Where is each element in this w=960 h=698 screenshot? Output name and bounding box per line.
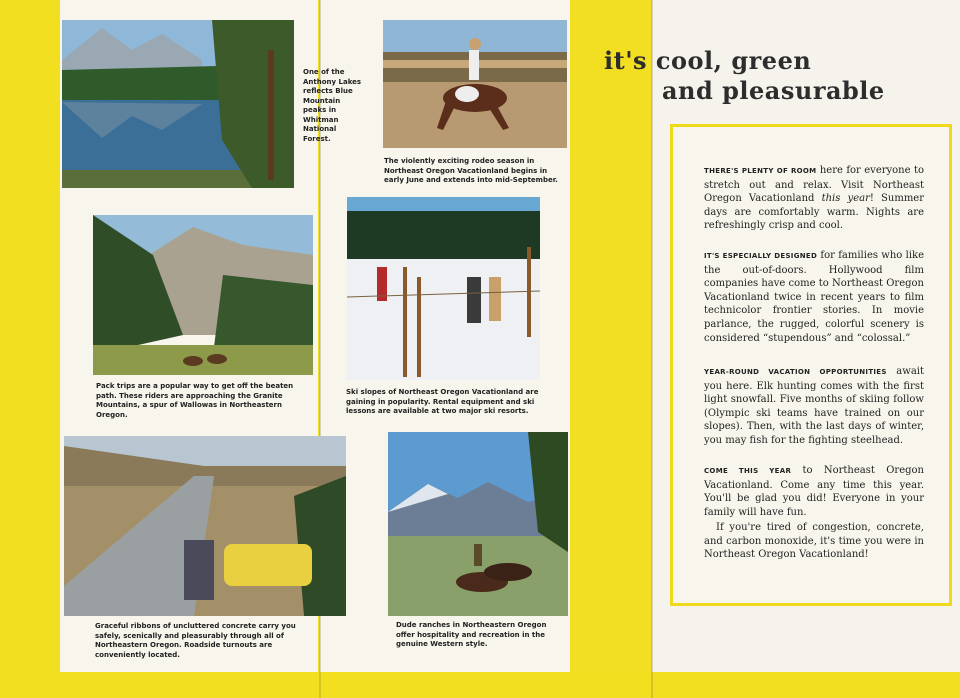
paragraph-year-round: [704, 365, 924, 448]
dude-ranch-photo: [388, 432, 568, 616]
ski-slope-photo: [347, 197, 540, 380]
ski-caption: Ski slopes of Northeast Oregon Vacationland are gaining in popularity. Rental equipment and ski lessons are available at two major ski resorts.: [346, 388, 539, 415]
rodeo-photo: [383, 20, 567, 148]
paragraph-lead: IT'S ESPECIALLY DESIGNED: [704, 252, 818, 260]
paragraph-body: If you're tired of congestion, concrete, and carbon monoxide, it's time you were in Northeast Oregon Vacationland!: [704, 522, 924, 561]
paragraph-plenty-of-room: [704, 164, 924, 233]
rodeo-caption: The violently exciting rodeo season in Northeast Oregon Vacationland begins in early June and extends into mid-September.: [384, 157, 558, 184]
highway-caption: Graceful ribbons of uncluttered concrete carry you safely, scenically and pleasurably through all of Northeastern Oregon. Roadside turnouts are conveniently located.: [95, 622, 296, 659]
paragraph-body: ! Summer days are comfortably warm. Nights are refreshingly crisp and cool.: [704, 193, 924, 232]
paragraph-lead: THERE'S PLENTY OF ROOM: [704, 167, 817, 175]
paragraph-lead: YEAR-ROUND VACATION OPPORTUNITIES: [704, 368, 887, 376]
paragraph-lead: COME THIS YEAR: [704, 467, 792, 475]
paragraph-body: to Northeast Oregon Vacationland. Come any time this year. You'll be glad you did! Everyone in your family will have fun.: [704, 465, 924, 518]
paragraph-emphasis: this year: [821, 193, 870, 205]
pack-trip-photo: [93, 215, 313, 375]
headline-line-2: and pleasurable: [662, 76, 885, 105]
paragraph-body: for families who like the out-of-doors. Hollywood film companies have come to Northeast Oregon Vacationland twice in recent years to film technicolor frontier stories. In movie parlance, the rugged, colorful scenery is considered “stupendous” and “colossal.”: [704, 250, 924, 344]
dude-ranch-caption: Dude ranches in Northeastern Oregon offer hospitality and recreation in the genuine Western style.: [396, 621, 547, 648]
anthony-lakes-photo: [62, 20, 294, 188]
headline-line-1: it's cool, green: [604, 46, 812, 75]
highway-photo: [64, 436, 346, 616]
anthony-lakes-caption: One of the Anthony Lakes reflects Blue Mountain peaks in Whitman National Forest.: [303, 68, 362, 143]
paragraph-especially-designed: [704, 249, 924, 345]
paragraph-come-this-year: [704, 464, 924, 519]
paragraph-body: here for everyone to stretch out and relax. Visit Northeast Oregon Vacationland: [704, 165, 924, 205]
pack-trip-caption: Pack trips are a popular way to get off the beaten path. These riders are approaching the Granite Mountains, a spur of Wallowas in Northeastern Oregon.: [96, 382, 294, 419]
paragraph-body: await you here. Elk hunting comes with the first light snowfall. Five months of skiing follow (Olympic ski teams have trained on our slopes). Then, with the last days of winter, you may fish for the fighting steelhead.: [704, 366, 924, 446]
headline: [604, 46, 885, 106]
paragraph-closing: [704, 521, 924, 562]
